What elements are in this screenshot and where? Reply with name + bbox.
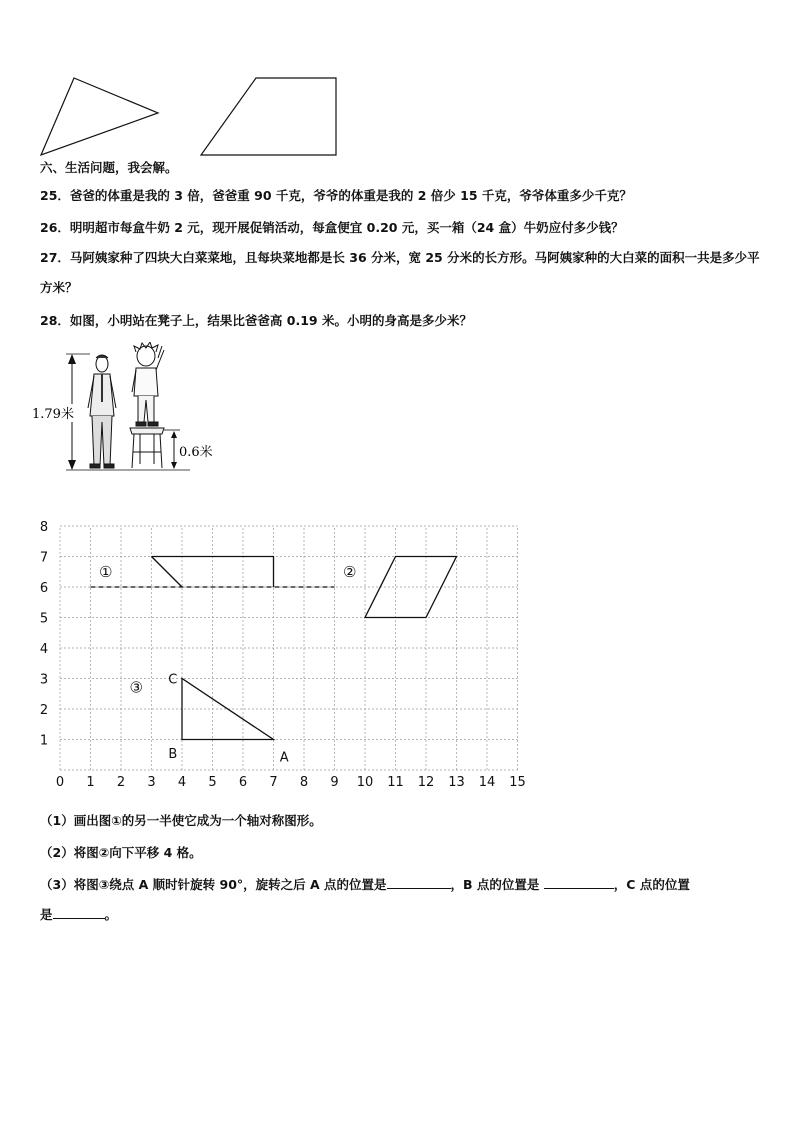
- x-tick-label: 12: [417, 775, 435, 790]
- question-text: 如图，小明站在凳子上，结果比爸爸高 0.19 米。小明的身高是多少米？: [69, 313, 472, 328]
- subquestion-3-continued: [40, 906, 117, 923]
- answer-blank-a[interactable]: [387, 876, 451, 889]
- question-number: 28．: [40, 313, 70, 328]
- section-heading: 六、生活问题，我会解。: [40, 160, 178, 175]
- question-26: [40, 220, 624, 236]
- subquestion-3-text: 是: [40, 907, 53, 922]
- shape-two-parallelogram: [365, 557, 457, 618]
- question-number: 27．: [40, 250, 70, 265]
- x-tick-label: 4: [177, 775, 187, 790]
- x-tick-label: 11: [387, 775, 404, 790]
- subquestion-2: （2）将图②向下平移 4 格。: [40, 845, 202, 860]
- subquestion-3-text: （3）将图③绕点 A 顺时针旋转 90°，旋转之后 A 点的位置是: [40, 877, 387, 892]
- question-number: 25．: [40, 188, 70, 203]
- x-tick-label: 14: [478, 775, 496, 790]
- y-tick-label: 6: [39, 581, 49, 596]
- coordinate-grid: [30, 520, 540, 795]
- question-text: 明明超市每盒牛奶 2 元，现开展促销活动，每盒便宜 0.20 元，买一箱（24 盒）牛奶应付多少钱？: [69, 220, 624, 235]
- y-tick-label: 3: [39, 672, 49, 688]
- subquestion-3: [40, 876, 690, 893]
- shape-three-label: ③: [129, 678, 143, 697]
- subquestion-3-text: 。: [104, 907, 118, 922]
- shape-one-slant: [152, 557, 183, 588]
- point-a-label: A: [279, 750, 289, 766]
- question-28: [40, 313, 472, 329]
- x-tick-label: 2: [116, 775, 126, 790]
- point-c-label: C: [168, 672, 178, 688]
- question-text: 爸爸的体重是我的 3 倍，爸爸重 90 千克，爷爷的体重是我的 2 倍少 15 千克，爷爷体重多少千克？: [69, 188, 632, 203]
- x-tick-label: 6: [238, 775, 248, 790]
- question-text: 马阿姨家种了四块大白菜菜地，且每块菜地都是长 36 分米，宽 25 分米的长方形。马阿姨家种的大白菜的面积一共是多少平方米？: [40, 250, 760, 295]
- y-tick-label: 5: [39, 611, 49, 627]
- dad-figure: [88, 355, 116, 468]
- answer-blank-c[interactable]: [53, 906, 105, 919]
- x-tick-label: 5: [208, 775, 217, 790]
- x-tick-label: 8: [299, 775, 309, 790]
- dad-height-label: 1.79米: [32, 407, 74, 422]
- x-tick-label: 9: [330, 775, 339, 790]
- x-tick-label: 7: [269, 775, 278, 790]
- answer-blank-b[interactable]: [544, 876, 614, 889]
- question-25: [40, 188, 632, 204]
- subquestion-3-text: ，B 点的位置是: [450, 877, 540, 892]
- top-shapes: [0, 0, 794, 165]
- x-tick-label: 3: [147, 775, 156, 790]
- x-tick-label: 0: [55, 775, 65, 790]
- y-tick-label: 1: [39, 733, 49, 749]
- x-tick-label: 13: [448, 775, 465, 790]
- x-tick-label: 15: [509, 775, 526, 790]
- question-number: 26．: [40, 220, 70, 235]
- y-tick-label: 4: [39, 642, 49, 657]
- boy-figure: [132, 342, 164, 426]
- stool-figure: [130, 428, 164, 468]
- triangle-shape: [41, 78, 158, 155]
- stool-height-label: 0.6米: [179, 445, 213, 460]
- y-tick-label: 2: [39, 703, 49, 718]
- question-27: [40, 243, 760, 303]
- x-tick-label: 10: [356, 775, 374, 790]
- shape-two-label: ②: [343, 562, 357, 581]
- subquestion-3-text: ，C 点的位置: [613, 877, 690, 892]
- subquestion-1: （1）画出图①的另一半使它成为一个轴对称图形。: [40, 813, 322, 828]
- y-tick-label: 8: [39, 520, 49, 535]
- x-tick-label: 1: [86, 775, 95, 790]
- y-tick-label: 7: [39, 550, 49, 566]
- shape-three-triangle: [182, 679, 274, 740]
- trapezoid-shape: [201, 78, 336, 155]
- point-b-label: B: [168, 747, 178, 763]
- shape-one-label: ①: [99, 562, 113, 581]
- figure-28: [30, 342, 220, 474]
